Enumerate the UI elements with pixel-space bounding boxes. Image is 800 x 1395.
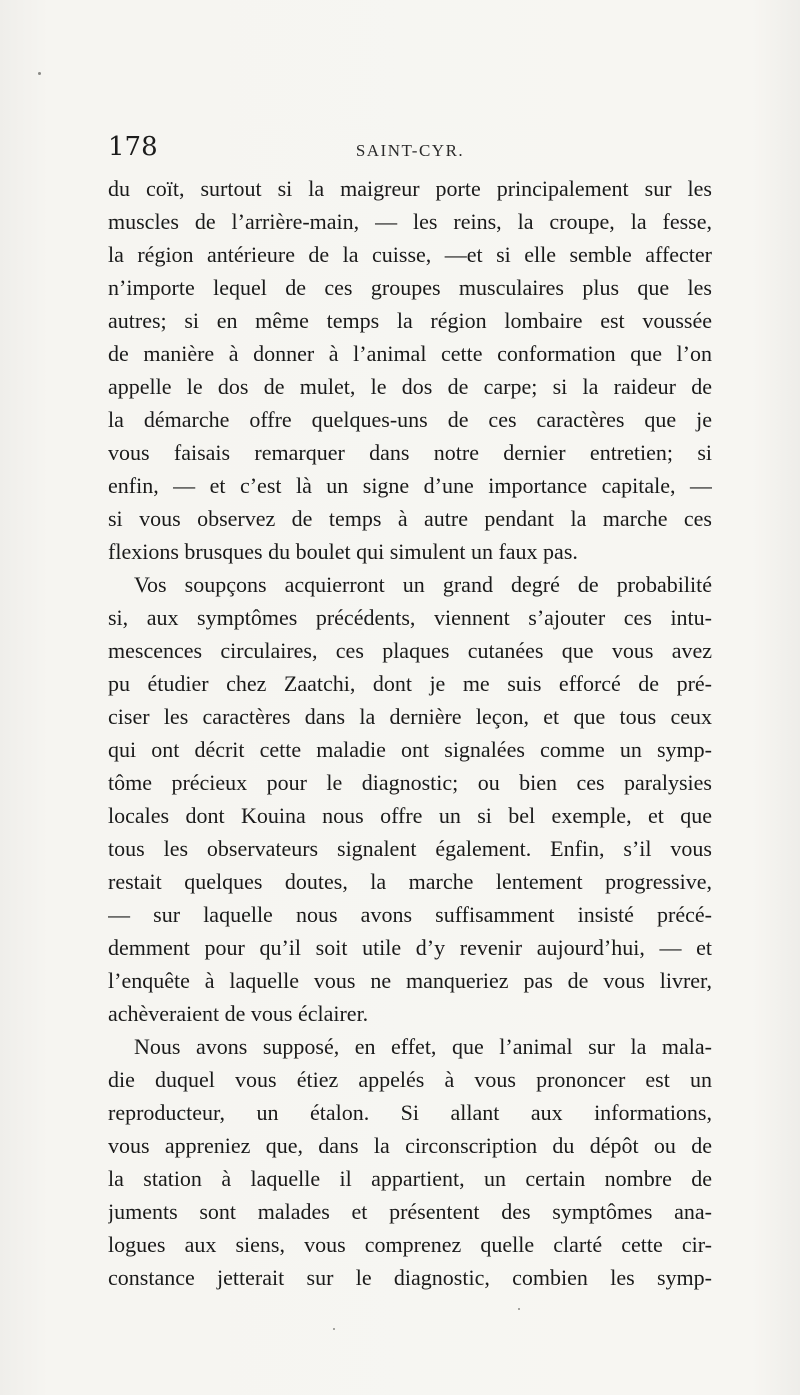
running-head: SAINT-CYR. [355, 141, 465, 160]
text-line: qui ont décrit cette maladie ont signalées comme un symp- [108, 737, 712, 762]
text-line: achèveraient de vous éclairer. [108, 1001, 369, 1026]
text-line: autres; si en même temps la région lombaire est voussée [108, 308, 712, 333]
text-line: de manière à donner à l’animal cette conformation que l’on [108, 341, 712, 366]
text-line: restait quelques doutes, la marche lentement progressive, [108, 869, 712, 894]
text-line: si, aux symptômes précédents, viennent s’ajouter ces intu- [108, 605, 712, 630]
text-line: flexions brusques du boulet qui simulent un faux pas. [108, 539, 578, 564]
text-line: si vous observez de temps à autre pendant la marche ces [108, 506, 712, 531]
paper-speck [333, 1328, 335, 1330]
text-line: Nous avons supposé, en effet, que l’animal sur la mala- [134, 1034, 712, 1059]
text-line: vous faisais remarquer dans notre dernier entretien; si [108, 440, 712, 465]
text-line: la démarche offre quelques-uns de ces caractères que je [108, 407, 712, 432]
page-number: 178 [108, 132, 158, 162]
text-line: appelle le dos de mulet, le dos de carpe; si la raideur de [108, 374, 712, 399]
text-line: tous les observateurs signalent également. Enfin, s’il vous [108, 836, 712, 861]
text-line: n’importe lequel de ces groupes musculaires plus que les [108, 275, 712, 300]
text-line: logues aux siens, vous comprenez quelle clarté cette cir- [108, 1232, 712, 1257]
text-line: l’enquête à laquelle vous ne manqueriez pas de vous livrer, [108, 968, 712, 993]
text-line: juments sont malades et présentent des symptômes ana- [108, 1199, 712, 1224]
text-line: ciser les caractères dans la dernière leçon, et que tous ceux [108, 704, 712, 729]
paper-speck [518, 1308, 520, 1310]
text-line: enfin, — et c’est là un signe d’une importance capitale, — [108, 473, 712, 498]
text-line: mescences circulaires, ces plaques cutanées que vous avez [108, 638, 712, 663]
text-line: du coït, surtout si la maigreur porte principalement sur les [108, 176, 712, 201]
text-line: — sur laquelle nous avons suffisamment insisté précé- [108, 902, 712, 927]
text-line: die duquel vous étiez appelés à vous prononcer est un [108, 1067, 712, 1092]
text-line: pu étudier chez Zaatchi, dont je me suis efforcé de pré- [108, 671, 712, 696]
text-line: vous appreniez que, dans la circonscription du dépôt ou de [108, 1133, 712, 1158]
text-line: reproducteur, un étalon. Si allant aux informations, [108, 1100, 712, 1125]
text-line: Vos soupçons acquierront un grand degré de probabilité [134, 572, 712, 597]
text-line: la région antérieure de la cuisse, —et si elle semble affecter [108, 242, 712, 267]
text-line: demment pour qu’il soit utile d’y revenir aujourd’hui, — et [108, 935, 712, 960]
text-line: constance jetterait sur le diagnostic, combien les symp- [108, 1265, 712, 1290]
body-text [108, 172, 712, 1294]
text-line: la station à laquelle il appartient, un certain nombre de [108, 1166, 712, 1191]
text-line: muscles de l’arrière-main, — les reins, la croupe, la fesse, [108, 209, 712, 234]
text-line: locales dont Kouina nous offre un si bel exemple, et que [108, 803, 712, 828]
text-line: tôme précieux pour le diagnostic; ou bien ces paralysies [108, 770, 712, 795]
page-header [108, 132, 712, 166]
paper-speck [38, 72, 41, 75]
